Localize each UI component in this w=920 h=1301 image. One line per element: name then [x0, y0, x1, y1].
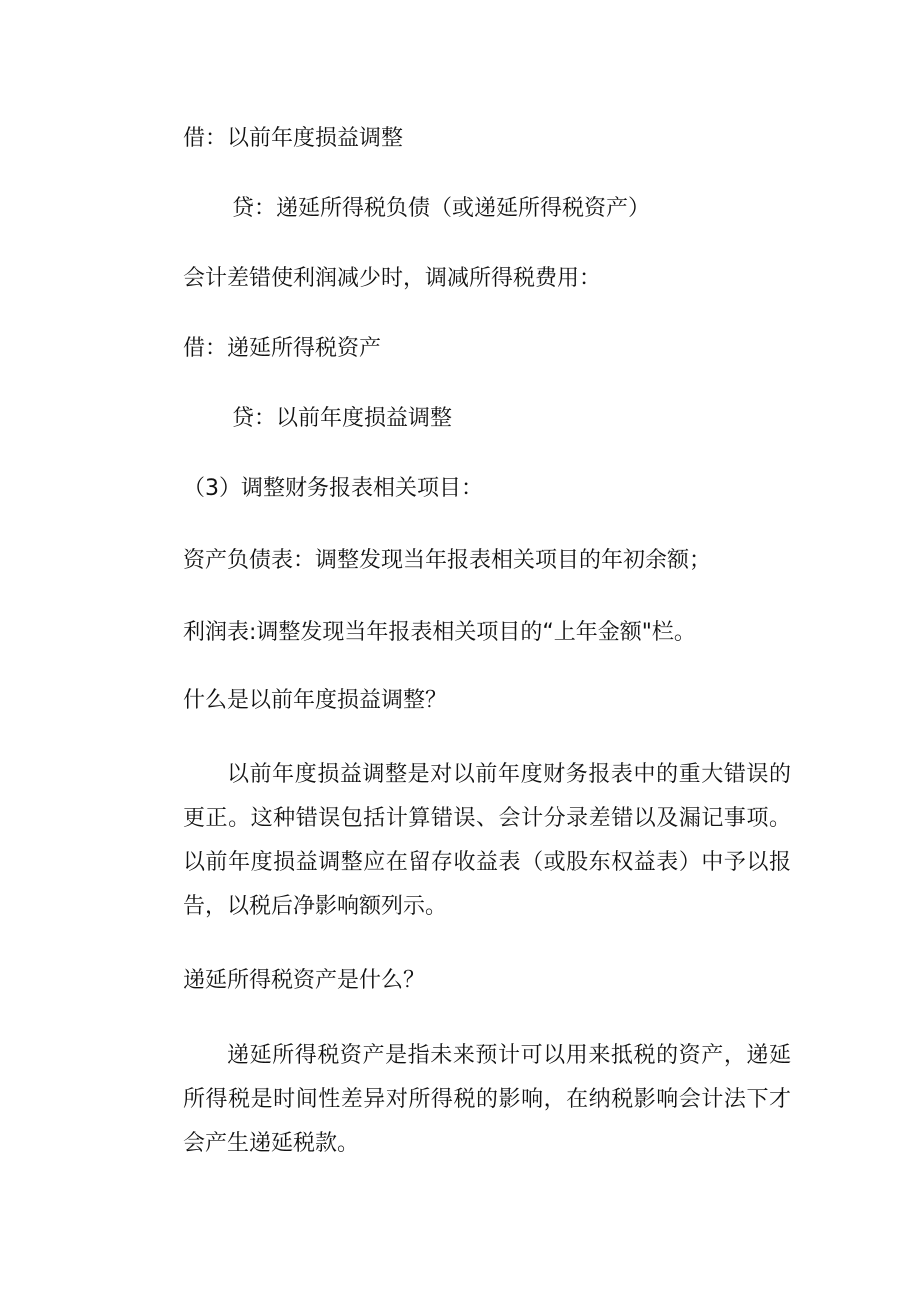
journal-entry-credit-1: 贷：递延所得税负债（或递延所得税资产）: [232, 196, 651, 221]
paragraph-1-text: 以前年度损益调整是对以前年度财务报表中的重大错误的更正。这种错误包括计算错误、会计分录差错以及漏记事项。以前年度损益调整应在留存收益表（或股东权益表）中予以报告，以税后净影响额列示。: [183, 762, 791, 919]
question-2: 递延所得税资产是什么？: [183, 968, 426, 993]
section-3-heading: （3）调整财务报表相关项目：: [183, 476, 483, 501]
journal-entry-debit-2: 借：递延所得税资产: [183, 336, 382, 361]
question-1: 什么是以前年度损益调整？: [183, 688, 448, 713]
balance-sheet-adjustment: 资产负债表：调整发现当年报表相关项目的年初余额；: [183, 548, 712, 573]
income-statement-adjustment: 利润表:调整发现当年报表相关项目的“上年金额"栏。: [183, 620, 696, 645]
journal-entry-credit-2: 贷：以前年度损益调整: [232, 406, 453, 431]
paragraph-2-text: 递延所得税资产是指未来预计可以用来抵税的资产，递延所得税是时间性差异对所得税的影响，在纳税影响会计法下才会产生递延税款。: [183, 1043, 791, 1156]
journal-entry-debit-1: 借：以前年度损益调整: [183, 126, 404, 151]
paragraph-prior-year-adjustment: [183, 753, 791, 929]
paragraph-deferred-tax-asset: [183, 1034, 791, 1166]
profit-decrease-heading: 会计差错使利润减少时，调减所得税费用：: [183, 266, 602, 291]
